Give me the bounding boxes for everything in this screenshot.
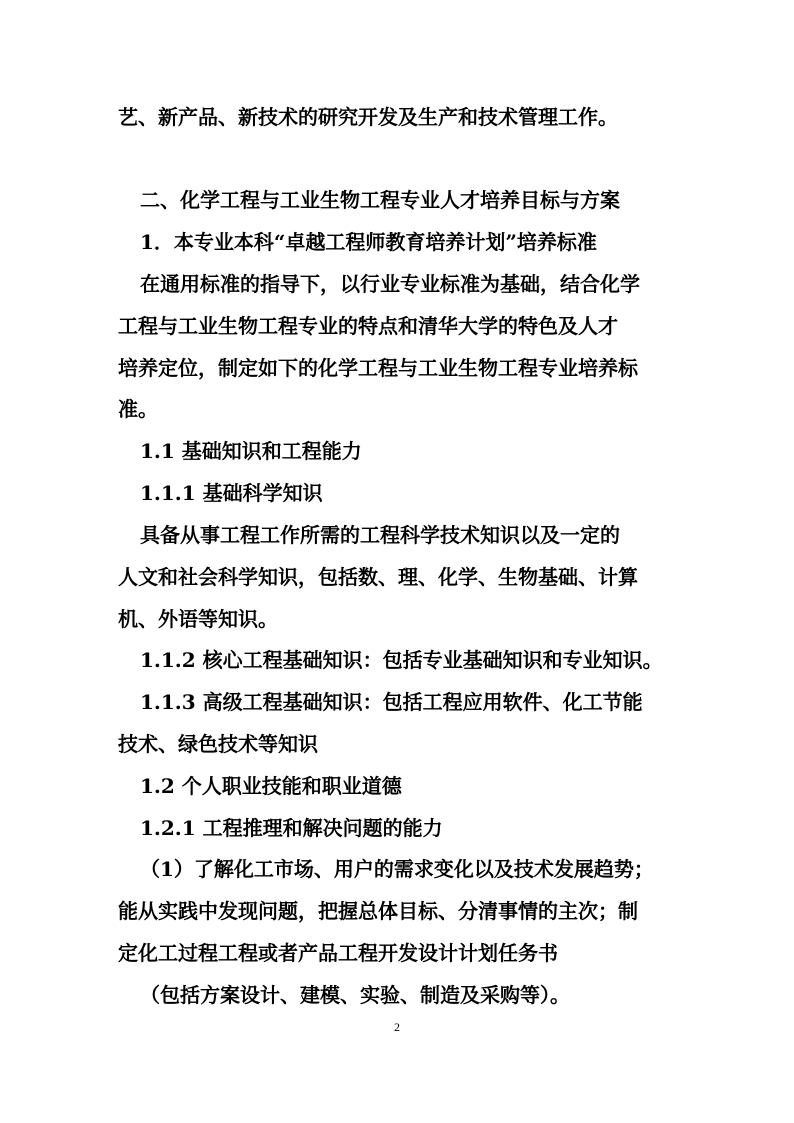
paragraph-line: 艺、新产品、新技术的研究开发及生产和技术管理工作。	[118, 105, 618, 129]
paragraph-line: 培养定位，制定如下的化学工程与工业生物工程专业培养标	[118, 356, 638, 380]
subsection-heading: 1.1 基础知识和工程能力	[140, 439, 362, 463]
paragraph-line: （包括方案设计、建模、实验、制造及采购等）。	[140, 983, 570, 1007]
paragraph-line: （1）了解化工市场、用户的需求变化以及技术发展趋势；	[140, 857, 654, 881]
paragraph-line: 人文和社会科学知识，包括数、理、化学、生物基础、计算	[118, 565, 638, 589]
page-number: 2	[394, 1020, 400, 1034]
paragraph-line: 工程与工业生物工程专业的特点和清华大学的特色及人才	[118, 314, 618, 338]
section-heading: 二、化学工程与工业生物工程专业人才培养目标与方案	[140, 188, 620, 212]
paragraph-line: 具备从事工程工作所需的工程科学技术知识以及一定的	[140, 523, 620, 547]
paragraph-line: 定化工过程工程或者产品工程开发设计计划任务书	[118, 941, 558, 965]
subsection-heading: 1.2.1 工程推理和解决问题的能力	[140, 816, 443, 840]
paragraph-line: 在通用标准的指导下，以行业专业标准为基础，结合化学	[140, 272, 640, 296]
paragraph-line: 技术、绿色技术等知识	[118, 732, 318, 756]
paragraph-line: 机、外语等知识。	[118, 607, 278, 631]
paragraph-line: 准。	[118, 397, 158, 421]
subsection-heading: 1．本专业本科“卓越工程师教育培养计划”培养标准	[140, 230, 597, 254]
subsection-heading: 1.1.3 高级工程基础知识：包括工程应用软件、化工节能	[140, 690, 643, 714]
subsection-heading: 1.1.2 核心工程基础知识：包括专业基础知识和专业知识。	[140, 648, 663, 672]
subsection-heading: 1.2 个人职业技能和职业道德	[140, 774, 402, 798]
subsection-heading: 1.1.1 基础科学知识	[140, 481, 323, 505]
paragraph-line: 能从实践中发现问题，把握总体目标、分清事情的主次；制	[118, 899, 638, 923]
